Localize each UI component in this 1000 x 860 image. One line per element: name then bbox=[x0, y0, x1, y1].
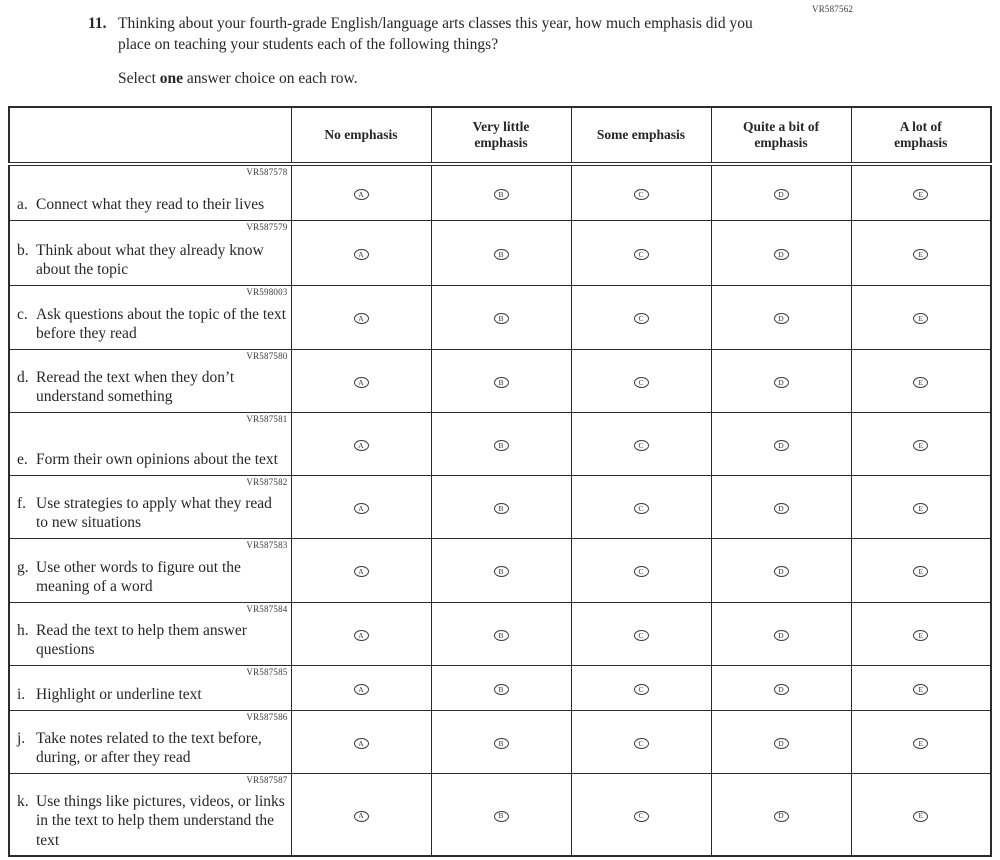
answer-bubble[interactable] bbox=[494, 377, 509, 388]
option-cell bbox=[571, 665, 711, 710]
bubble-letter: B bbox=[498, 630, 504, 640]
table-row-h bbox=[9, 602, 991, 665]
row-letter: g. bbox=[17, 558, 29, 576]
answer-bubble[interactable] bbox=[774, 684, 789, 695]
bubble-letter: B bbox=[498, 684, 504, 694]
instruction-bold: one bbox=[159, 70, 183, 87]
row-label: Use other words to figure out the meaning of a word bbox=[36, 558, 241, 595]
row-code: VR587584 bbox=[246, 603, 288, 614]
option-cell bbox=[851, 710, 991, 773]
answer-bubble[interactable] bbox=[634, 566, 649, 577]
option-cell bbox=[851, 538, 991, 602]
bubble-letter: E bbox=[918, 440, 924, 450]
answer-bubble[interactable] bbox=[494, 684, 509, 695]
bubble-letter: E bbox=[918, 503, 924, 513]
bubble-letter: D bbox=[778, 440, 784, 450]
option-cell bbox=[711, 412, 851, 475]
option-cell bbox=[431, 602, 571, 665]
column-header-label: A lot of emphasis bbox=[894, 119, 948, 150]
bubble-letter: C bbox=[638, 377, 644, 387]
bubble-letter: D bbox=[778, 314, 784, 324]
option-cell bbox=[291, 475, 431, 538]
bubble-letter: E bbox=[918, 567, 924, 577]
option-cell bbox=[571, 475, 711, 538]
option-cell bbox=[571, 412, 711, 475]
bubble-letter: E bbox=[918, 630, 924, 640]
table-row-e bbox=[9, 412, 991, 475]
question-instruction bbox=[118, 68, 788, 89]
bubble-letter: E bbox=[918, 314, 924, 324]
column-header-some-emphasis bbox=[571, 107, 711, 164]
answer-bubble[interactable] bbox=[354, 249, 369, 260]
answer-bubble[interactable] bbox=[634, 249, 649, 260]
row-label: Ask questions about the topic of the text before they read bbox=[36, 305, 287, 342]
option-cell bbox=[291, 773, 431, 856]
bubble-letter: E bbox=[918, 738, 924, 748]
answer-bubble[interactable] bbox=[494, 738, 509, 749]
answer-bubble[interactable] bbox=[913, 738, 928, 749]
bubble-letter: B bbox=[498, 503, 504, 513]
option-cell bbox=[431, 773, 571, 856]
answer-bubble[interactable] bbox=[774, 811, 789, 822]
option-cell bbox=[291, 710, 431, 773]
option-cell bbox=[291, 665, 431, 710]
option-cell bbox=[431, 538, 571, 602]
column-header-a-lot-of-emphasis bbox=[851, 107, 991, 164]
option-cell bbox=[291, 349, 431, 412]
row-letter: a. bbox=[17, 196, 28, 213]
option-cell bbox=[711, 665, 851, 710]
answer-bubble[interactable] bbox=[634, 684, 649, 695]
answer-bubble[interactable] bbox=[494, 189, 509, 200]
bubble-letter: A bbox=[358, 567, 364, 577]
bubble-letter: C bbox=[638, 630, 644, 640]
bubble-letter: D bbox=[778, 811, 784, 821]
bubble-letter: C bbox=[638, 440, 644, 450]
option-cell bbox=[711, 349, 851, 412]
row-code: VR598003 bbox=[246, 286, 288, 297]
bubble-letter: C bbox=[638, 503, 644, 513]
row-label: Highlight or underline text bbox=[36, 686, 202, 703]
row-label: Use things like pictures, videos, or links in the text to help them understand the text bbox=[36, 792, 285, 849]
option-cell bbox=[851, 285, 991, 349]
row-label: Read the text to help them answer questions bbox=[36, 621, 247, 658]
row-code: VR587579 bbox=[246, 221, 288, 232]
option-cell bbox=[851, 412, 991, 475]
answer-bubble[interactable] bbox=[774, 566, 789, 577]
column-header-quite-a-bit-of-emphasis bbox=[711, 107, 851, 164]
option-cell bbox=[711, 602, 851, 665]
bubble-letter: D bbox=[778, 630, 784, 640]
answer-bubble[interactable] bbox=[913, 440, 928, 451]
bubble-letter: C bbox=[638, 314, 644, 324]
row-letter: f. bbox=[17, 494, 27, 512]
option-cell bbox=[571, 164, 711, 220]
option-cell bbox=[431, 285, 571, 349]
answer-bubble[interactable] bbox=[913, 377, 928, 388]
option-cell bbox=[711, 164, 851, 220]
answer-bubble[interactable] bbox=[913, 249, 928, 260]
bubble-letter: A bbox=[358, 314, 364, 324]
bubble-letter: A bbox=[358, 377, 364, 387]
row-label-cell bbox=[9, 164, 291, 220]
answer-bubble[interactable] bbox=[494, 503, 509, 514]
answer-bubble[interactable] bbox=[634, 440, 649, 451]
bubble-letter: C bbox=[638, 684, 644, 694]
option-cell bbox=[291, 538, 431, 602]
answer-bubble[interactable] bbox=[774, 503, 789, 514]
answer-bubble[interactable] bbox=[774, 249, 789, 260]
option-cell bbox=[291, 412, 431, 475]
row-letter: i. bbox=[17, 686, 26, 703]
option-cell bbox=[571, 285, 711, 349]
option-cell bbox=[571, 773, 711, 856]
answer-bubble[interactable] bbox=[494, 811, 509, 822]
row-label: Take notes related to the text before, during, or after they read bbox=[36, 729, 262, 766]
option-cell bbox=[571, 710, 711, 773]
table-row-k bbox=[9, 773, 991, 856]
instruction-prefix: Select bbox=[118, 70, 160, 87]
answer-bubble[interactable] bbox=[913, 503, 928, 514]
answer-bubble[interactable] bbox=[354, 811, 369, 822]
bubble-letter: C bbox=[638, 811, 644, 821]
row-label-cell bbox=[9, 538, 291, 602]
row-code: VR587580 bbox=[246, 350, 288, 361]
question-block bbox=[88, 0, 788, 89]
answer-bubble[interactable] bbox=[494, 566, 509, 577]
column-header-label: Quite a bit of emphasis bbox=[742, 119, 820, 150]
bubble-letter: B bbox=[498, 567, 504, 577]
option-cell bbox=[291, 602, 431, 665]
answer-bubble[interactable] bbox=[494, 630, 509, 641]
column-header-label: Very little emphasis bbox=[472, 119, 530, 150]
row-code: VR587585 bbox=[246, 666, 288, 677]
option-cell bbox=[711, 773, 851, 856]
row-label-cell bbox=[9, 602, 291, 665]
bubble-letter: A bbox=[358, 630, 364, 640]
bubble-letter: D bbox=[778, 249, 784, 259]
option-cell bbox=[711, 475, 851, 538]
bubble-letter: B bbox=[498, 314, 504, 324]
row-label: Connect what they read to their lives bbox=[36, 196, 265, 213]
row-label-column-header bbox=[9, 107, 291, 164]
option-cell bbox=[431, 710, 571, 773]
row-label-cell bbox=[9, 773, 291, 856]
bubble-letter: C bbox=[638, 189, 644, 199]
bubble-letter: D bbox=[778, 738, 784, 748]
bubble-letter: A bbox=[358, 503, 364, 513]
option-cell bbox=[431, 412, 571, 475]
row-letter: k. bbox=[17, 792, 29, 810]
question-number: 11. bbox=[88, 15, 107, 32]
bubble-letter: A bbox=[358, 738, 364, 748]
option-cell bbox=[291, 164, 431, 220]
bubble-letter: C bbox=[638, 249, 644, 259]
answer-bubble[interactable] bbox=[913, 811, 928, 822]
bubble-letter: C bbox=[638, 738, 644, 748]
bubble-letter: E bbox=[918, 377, 924, 387]
bubble-letter: B bbox=[498, 377, 504, 387]
bubble-letter: B bbox=[498, 738, 504, 748]
option-cell bbox=[711, 710, 851, 773]
answer-bubble[interactable] bbox=[354, 684, 369, 695]
answer-bubble[interactable] bbox=[354, 377, 369, 388]
option-cell bbox=[711, 538, 851, 602]
bubble-letter: E bbox=[918, 189, 924, 199]
emphasis-table bbox=[8, 106, 992, 857]
answer-bubble[interactable] bbox=[494, 313, 509, 324]
row-letter: j. bbox=[17, 729, 26, 747]
answer-bubble[interactable] bbox=[354, 313, 369, 324]
option-cell bbox=[291, 285, 431, 349]
option-cell bbox=[851, 665, 991, 710]
option-cell bbox=[571, 538, 711, 602]
header-row bbox=[9, 107, 991, 164]
row-letter: b. bbox=[17, 241, 29, 259]
column-header-no-emphasis bbox=[291, 107, 431, 164]
row-label-cell bbox=[9, 220, 291, 285]
row-code: VR587581 bbox=[246, 413, 288, 424]
table-row-j bbox=[9, 710, 991, 773]
row-letter: h. bbox=[17, 621, 29, 639]
row-letter: e. bbox=[17, 451, 28, 468]
option-cell bbox=[431, 665, 571, 710]
bubble-letter: B bbox=[498, 440, 504, 450]
answer-bubble[interactable] bbox=[774, 377, 789, 388]
bubble-letter: D bbox=[778, 377, 784, 387]
table-row-b bbox=[9, 220, 991, 285]
answer-bubble[interactable] bbox=[913, 566, 928, 577]
answer-bubble[interactable] bbox=[913, 313, 928, 324]
row-label-cell bbox=[9, 349, 291, 412]
row-label-cell bbox=[9, 475, 291, 538]
answer-bubble[interactable] bbox=[354, 189, 369, 200]
answer-bubble[interactable] bbox=[634, 377, 649, 388]
bubble-letter: A bbox=[358, 249, 364, 259]
row-letter: d. bbox=[17, 368, 29, 386]
option-cell bbox=[851, 475, 991, 538]
bubble-letter: E bbox=[918, 811, 924, 821]
row-label: Think about what they already know about the topic bbox=[36, 241, 264, 278]
column-header-label: No emphasis bbox=[324, 127, 398, 142]
bubble-letter: D bbox=[778, 684, 784, 694]
form-code: VR587562 bbox=[812, 4, 854, 14]
row-label: Form their own opinions about the text bbox=[36, 451, 278, 468]
answer-bubble[interactable] bbox=[913, 630, 928, 641]
option-cell bbox=[431, 475, 571, 538]
row-label-cell bbox=[9, 710, 291, 773]
row-label-cell bbox=[9, 412, 291, 475]
option-cell bbox=[851, 349, 991, 412]
bubble-letter: B bbox=[498, 249, 504, 259]
option-cell bbox=[571, 602, 711, 665]
option-cell bbox=[711, 285, 851, 349]
table-row-g bbox=[9, 538, 991, 602]
row-label: Use strategies to apply what they read to new situations bbox=[36, 494, 272, 531]
bubble-letter: A bbox=[358, 189, 364, 199]
answer-bubble[interactable] bbox=[634, 738, 649, 749]
option-cell bbox=[431, 349, 571, 412]
answer-bubble[interactable] bbox=[634, 811, 649, 822]
option-cell bbox=[291, 220, 431, 285]
answer-bubble[interactable] bbox=[354, 738, 369, 749]
row-code: VR587586 bbox=[246, 711, 288, 722]
row-letter: c. bbox=[17, 305, 28, 323]
option-cell bbox=[711, 220, 851, 285]
question-text: Thinking about your fourth-grade English/language arts classes this year, how much emphasis did you place on teaching your students each of the following things? bbox=[118, 15, 753, 53]
answer-bubble[interactable] bbox=[774, 738, 789, 749]
option-cell bbox=[431, 220, 571, 285]
row-label-cell bbox=[9, 665, 291, 710]
bubble-letter: B bbox=[498, 811, 504, 821]
answer-bubble[interactable] bbox=[913, 189, 928, 200]
answer-bubble[interactable] bbox=[354, 566, 369, 577]
answer-bubble[interactable] bbox=[494, 440, 509, 451]
row-label-cell bbox=[9, 285, 291, 349]
option-cell bbox=[431, 164, 571, 220]
bubble-letter: A bbox=[358, 440, 364, 450]
row-code: VR587583 bbox=[246, 539, 288, 550]
bubble-letter: D bbox=[778, 503, 784, 513]
instruction-suffix: answer choice on each row. bbox=[183, 70, 358, 87]
option-cell bbox=[851, 220, 991, 285]
option-cell bbox=[851, 773, 991, 856]
column-header-very-little-emphasis bbox=[431, 107, 571, 164]
column-header-label: Some emphasis bbox=[596, 127, 686, 142]
row-code: VR587578 bbox=[246, 167, 288, 177]
row-label: Reread the text when they don’t understand something bbox=[36, 368, 235, 405]
answer-bubble[interactable] bbox=[354, 630, 369, 641]
answer-bubble[interactable] bbox=[913, 684, 928, 695]
bubble-letter: E bbox=[918, 249, 924, 259]
bubble-letter: A bbox=[358, 684, 364, 694]
answer-bubble[interactable] bbox=[774, 313, 789, 324]
answer-bubble[interactable] bbox=[354, 440, 369, 451]
table-row-c bbox=[9, 285, 991, 349]
table-row-i bbox=[9, 665, 991, 710]
option-cell bbox=[851, 164, 991, 220]
row-code: VR587582 bbox=[246, 476, 288, 487]
table-row-a bbox=[9, 164, 991, 220]
table-row-f bbox=[9, 475, 991, 538]
bubble-letter: C bbox=[638, 567, 644, 577]
answer-bubble[interactable] bbox=[634, 503, 649, 514]
bubble-letter: E bbox=[918, 684, 924, 694]
answer-bubble[interactable] bbox=[634, 189, 649, 200]
answer-bubble[interactable] bbox=[354, 503, 369, 514]
answer-bubble[interactable] bbox=[774, 630, 789, 641]
option-cell bbox=[571, 220, 711, 285]
bubble-letter: B bbox=[498, 189, 504, 199]
answer-bubble[interactable] bbox=[634, 313, 649, 324]
answer-bubble[interactable] bbox=[634, 630, 649, 641]
bubble-letter: D bbox=[778, 567, 784, 577]
bubble-letter: D bbox=[778, 189, 784, 199]
answer-bubble[interactable] bbox=[494, 249, 509, 260]
option-cell bbox=[851, 602, 991, 665]
table-row-d bbox=[9, 349, 991, 412]
answer-bubble[interactable] bbox=[774, 440, 789, 451]
row-code: VR587587 bbox=[246, 774, 288, 785]
bubble-letter: A bbox=[358, 811, 364, 821]
answer-bubble[interactable] bbox=[774, 189, 789, 200]
option-cell bbox=[571, 349, 711, 412]
